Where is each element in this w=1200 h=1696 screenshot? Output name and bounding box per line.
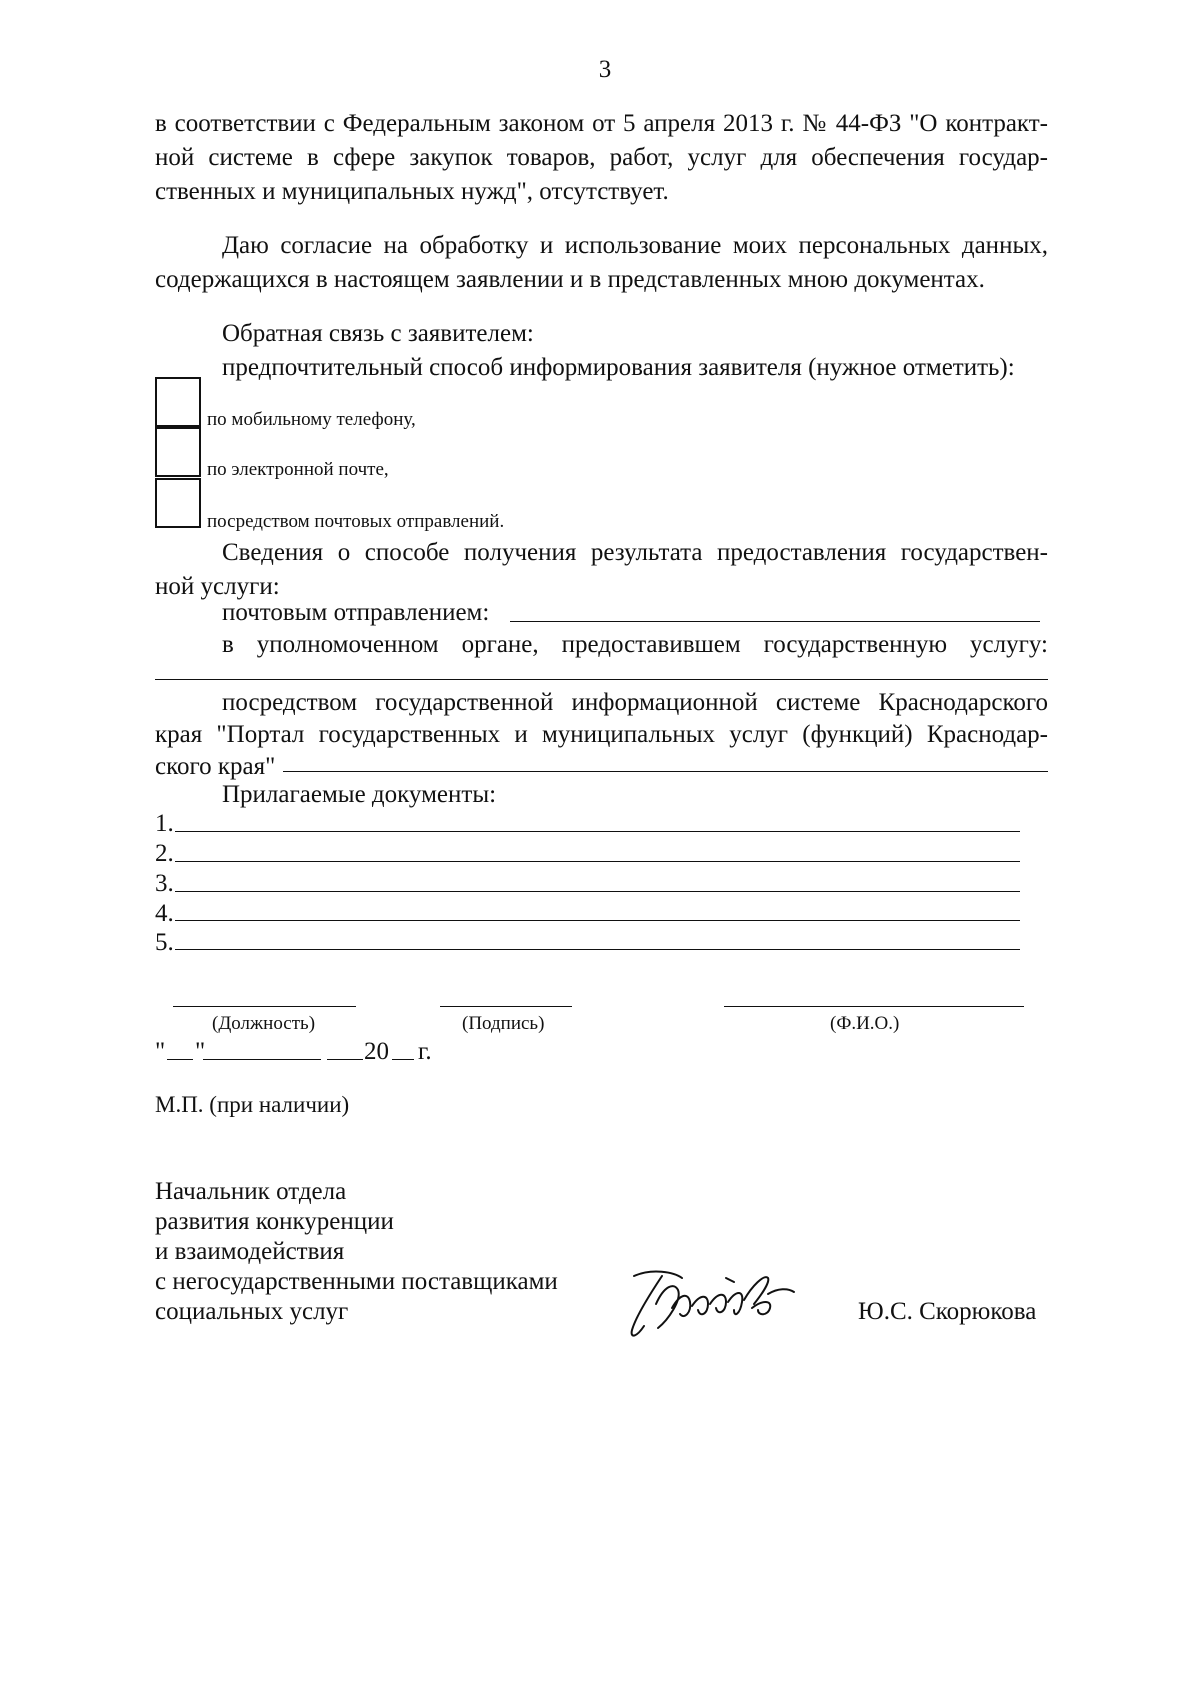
date-suffix: г.: [418, 1038, 432, 1065]
option-postal-label: посредством почтовых отправлений.: [207, 511, 505, 532]
feedback-subheading: предпочтительный способ информирования заявителя (нужное отметить):: [222, 354, 1015, 381]
name-caption: (Ф.И.О.): [830, 1013, 900, 1034]
attachment-line-5[interactable]: [175, 949, 1020, 950]
attachment-line-4[interactable]: [175, 920, 1020, 921]
position-caption: (Должность): [212, 1013, 316, 1034]
checkbox-mobile[interactable]: [155, 377, 201, 427]
option-mobile-label: по мобильному телефону,: [207, 409, 416, 430]
attachment-line-3[interactable]: [175, 891, 1020, 892]
attachment-number-2: 2.: [155, 840, 174, 867]
postal-label: почтовым отправлением:: [222, 599, 490, 626]
consent-line-1: Даю согласие на обработку и использование моих персональных данных,: [222, 232, 1048, 259]
consent-line-2: содержащихся в настоящем заявлении и в представленных мною документах.: [155, 266, 985, 293]
portal-line-3: ского края": [155, 753, 276, 780]
checkbox-postal[interactable]: [155, 478, 201, 528]
postal-input-line[interactable]: [510, 621, 1040, 622]
official-title-line-5: социальных услуг: [155, 1298, 349, 1325]
official-title-line-3: и взаимодействия: [155, 1238, 345, 1265]
date-year-prefix-line: [327, 1059, 363, 1060]
intro-line-1: в соответствии с Федеральным законом от 5 апреля 2013 г. № 44-ФЗ "О контракт-: [155, 110, 1048, 137]
official-title-line-2: развития конкуренции: [155, 1208, 394, 1235]
date-quote-close: ": [195, 1038, 206, 1065]
portal-line-2: края "Портал государственных и муниципальных услуг (функций) Краснодар-: [155, 721, 1048, 748]
checkbox-email[interactable]: [155, 427, 201, 477]
handwritten-signature: [622, 1264, 802, 1354]
stamp-label: М.П. (при наличии): [155, 1092, 350, 1117]
portal-input-line[interactable]: [283, 771, 1048, 772]
intro-line-3: ственных и муниципальных нужд", отсутствует.: [155, 178, 669, 205]
page-number: 3: [598, 56, 612, 83]
feedback-heading: Обратная связь с заявителем:: [222, 320, 534, 347]
attachment-number-1: 1.: [155, 810, 174, 837]
portal-line-1: посредством государственной информационной системе Краснодарского: [222, 689, 1048, 716]
intro-line-2: ной системе в сфере закупок товаров, работ, услуг для обеспечения государ-: [155, 144, 1048, 171]
attachment-number-5: 5.: [155, 929, 174, 956]
attachment-number-3: 3.: [155, 870, 174, 897]
official-title-line-4: с негосударственными поставщиками: [155, 1268, 558, 1295]
official-title-line-1: Начальник отдела: [155, 1178, 347, 1205]
authority-label: в уполномоченном органе, предоставившем государственную услугу:: [222, 631, 1048, 658]
signature-caption: (Подпись): [462, 1013, 545, 1034]
attachments-heading: Прилагаемые документы:: [222, 781, 497, 808]
option-email-label: по электронной почте,: [207, 459, 389, 480]
authority-input-line[interactable]: [155, 679, 1048, 680]
date-year-line[interactable]: [392, 1059, 414, 1060]
date-year: 20: [364, 1038, 389, 1065]
attachment-line-1[interactable]: [175, 831, 1020, 832]
result-line-1: Сведения о способе получения результата предоставления государствен-: [222, 539, 1048, 566]
date-quote-open: ": [155, 1038, 166, 1065]
date-day-line[interactable]: [167, 1059, 193, 1060]
attachment-number-4: 4.: [155, 900, 174, 927]
date-month-line[interactable]: [203, 1059, 321, 1060]
result-line-2: ной услуги:: [155, 573, 280, 600]
name-line[interactable]: [724, 1006, 1024, 1007]
signature-line[interactable]: [440, 1006, 572, 1007]
official-name: Ю.С. Скорюкова: [858, 1298, 1037, 1325]
position-line[interactable]: [173, 1006, 356, 1007]
attachment-line-2[interactable]: [175, 861, 1020, 862]
